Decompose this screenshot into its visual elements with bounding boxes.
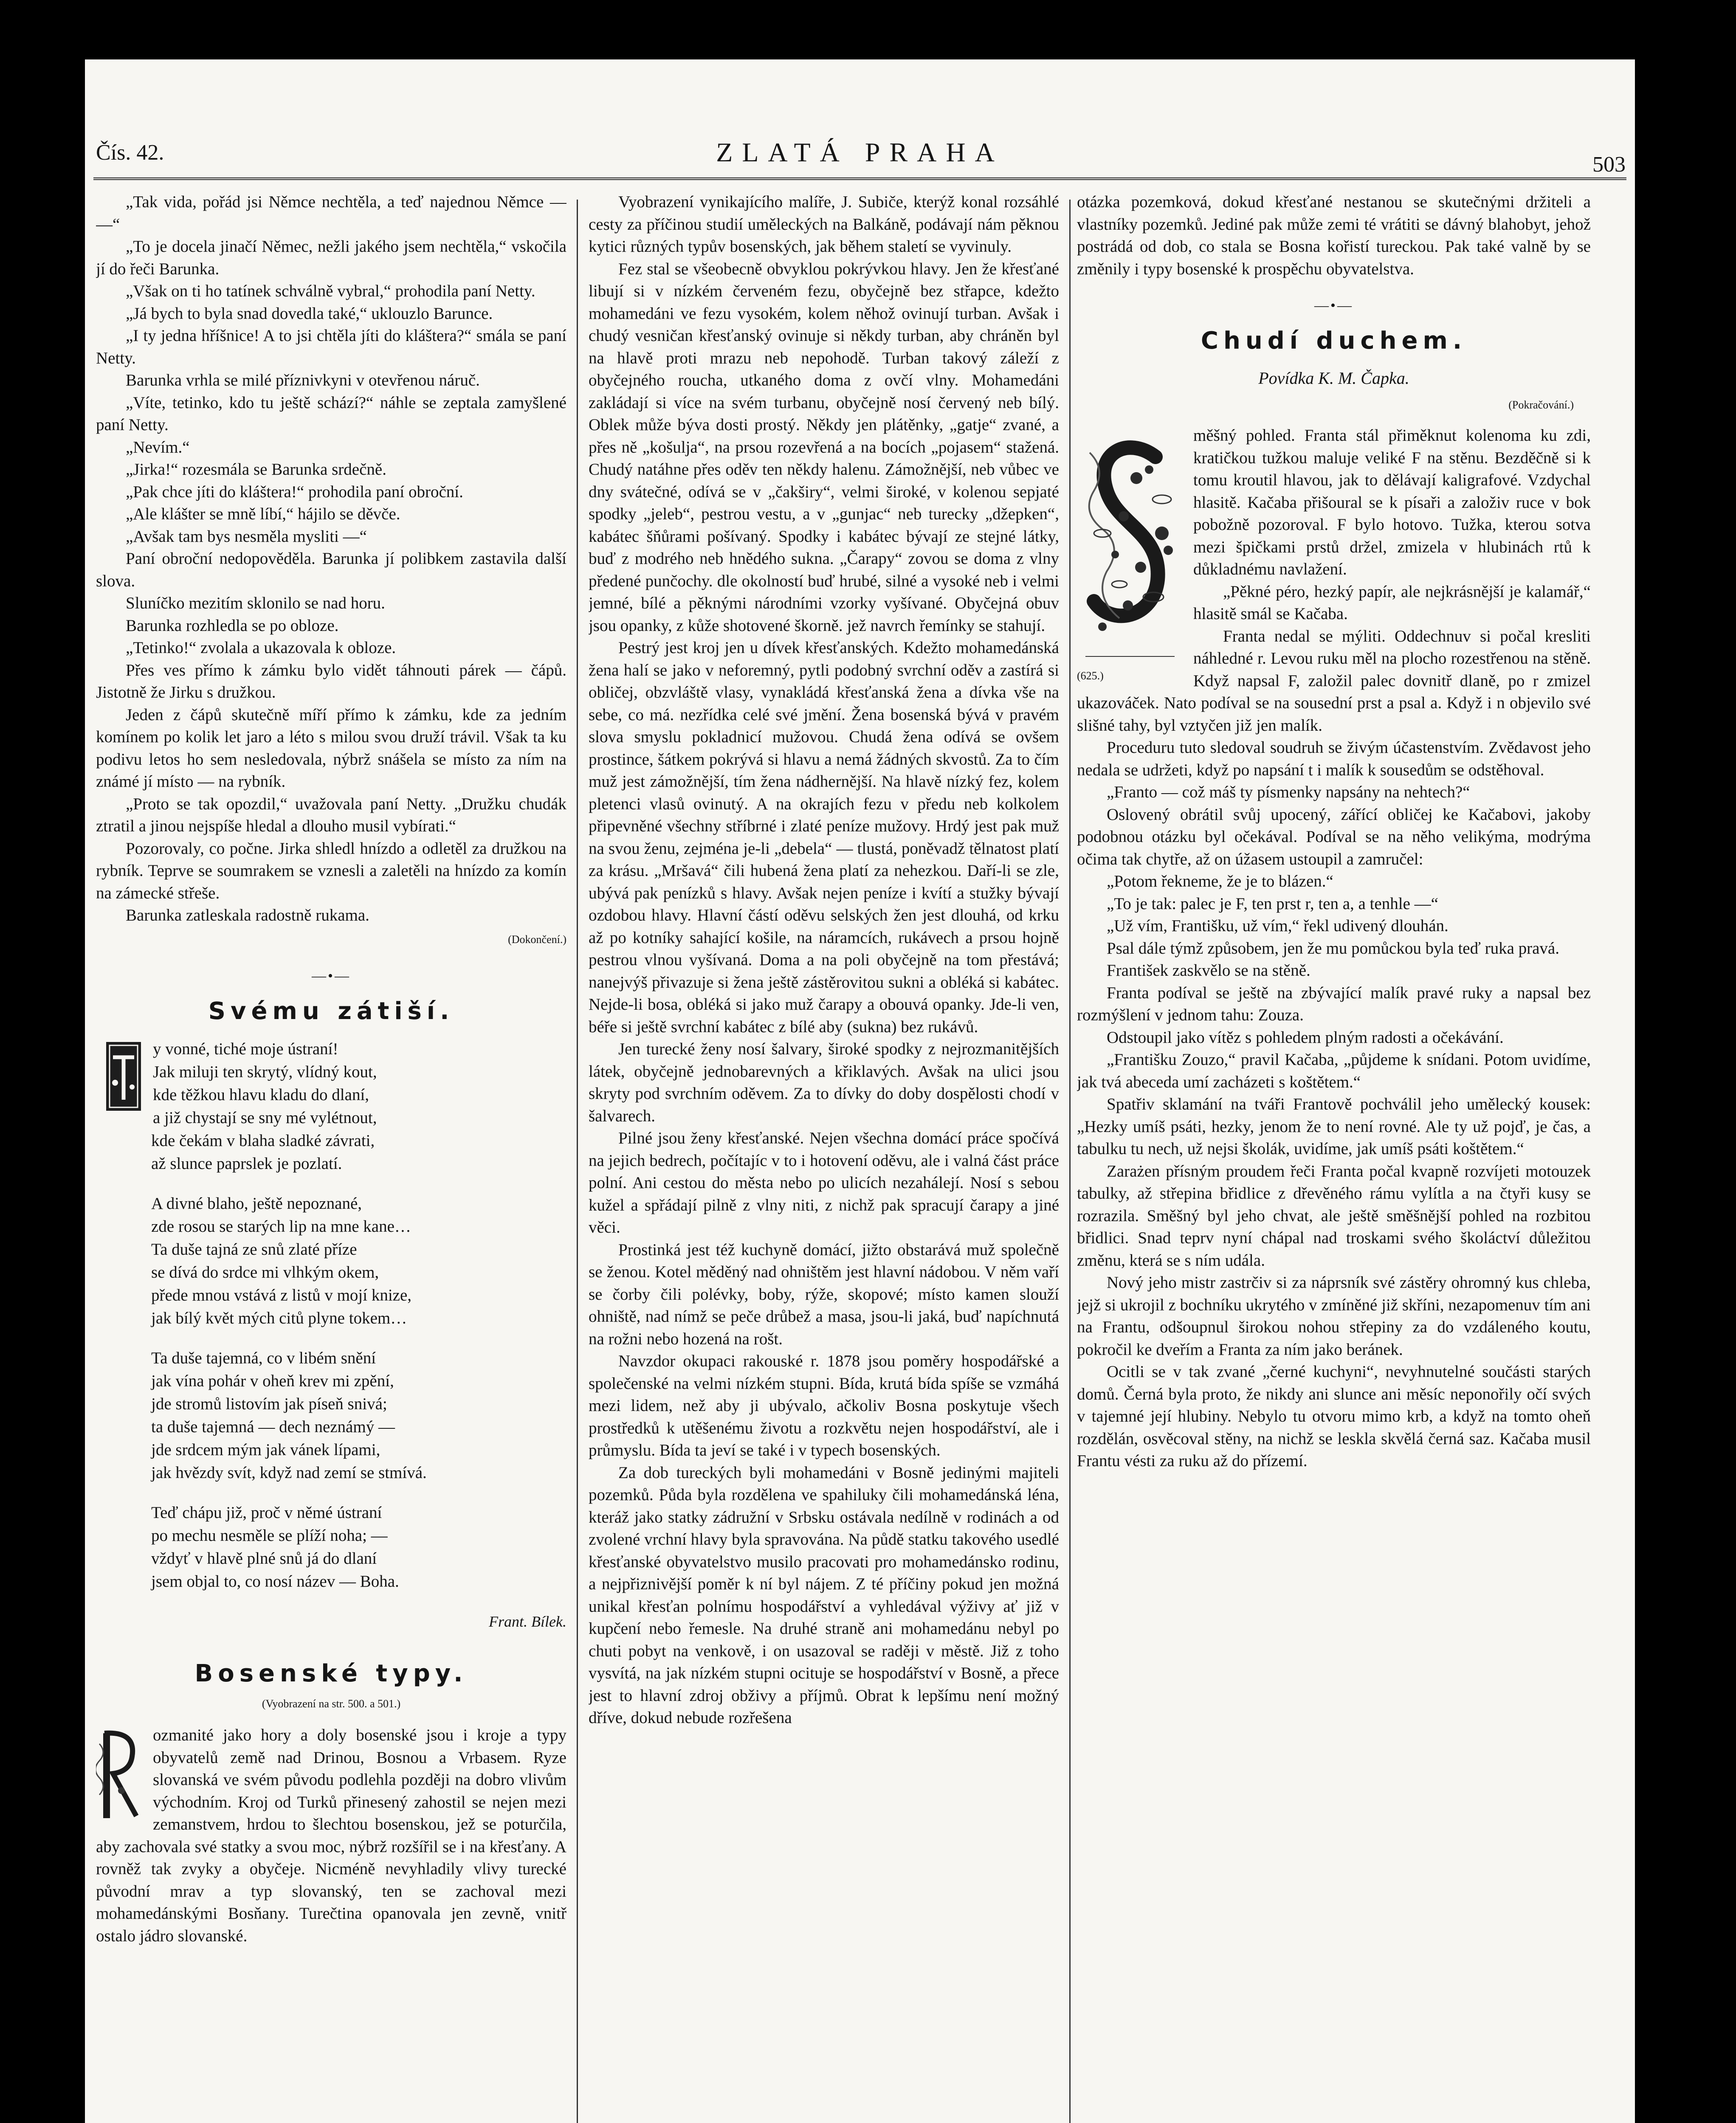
poem-title: Svému zátiší. — [208, 997, 454, 1025]
newspaper-page — [85, 59, 1635, 2123]
paragraph: Franta podíval se ještě na zbývající malík pravé ruky a napsal bez rozmýšlení v jednom tahu: Zouza. — [1077, 983, 1591, 1024]
paragraph: Psal dále týmž způsobem, jen že mu pomůckou byla teď ruka pravá. — [1107, 939, 1559, 957]
paragraph: Nový jeho mistr zastrčiv si za náprsník své zástěry ohromný kus chleba, jejž si ukrojil z bochníku ukrytého v zmíněné již skříni, nezapomenuv tím ani na Frantu, odšoupnul širokou nohou střepiny za do vzdáleného koutu, pokročil ke dveřím a Franta za ním jako beránek. — [1077, 1273, 1591, 1359]
story-byline: Povídka K. M. Čapka. — [1258, 369, 1409, 388]
poem-line: jde stromů listovím jak píseň snivá; — [151, 1395, 387, 1413]
poem — [96, 1038, 566, 1633]
poem-line: Ta duše tajná ze snů zlaté příze — [151, 1240, 357, 1259]
paragraph: Pilné jsou ženy křesťanské. Nejen všechna domácí práce spočívá na jejich bedrech, počítajíc v to i hotovení oděvu, ale i valná část práce polní. Ani cestou do města nebo po ulicích nezahálejí. Nosí s sebou kužel a spřádají pilně z vlny niti, z nichž pak spracují čarapy a jiné věci. — [589, 1129, 1059, 1236]
poem-line: až slunce paprslek je pozlatí. — [151, 1154, 342, 1173]
poem-line: Jak miluji ten skrytý, vlídný kout, — [153, 1063, 377, 1081]
paragraph: Zarażen přísným proudem řeči Franta počal kvapně rozvíjeti motouzek tabulky, až střepina břidlice z dřevěného rámu vylítla a na čtyři kusy se rozrazila. Směšný byl jeho chvat, ale ještě směšnější pohled na rozbitou břidlici. Snad teprv nyní chápal nad troskami svého školáctví důležitou změnu, která se s ním udála. — [1077, 1162, 1591, 1270]
paragraph: „Už vím, Františku, už vím,“ řekl udivený dlouhán. — [1107, 917, 1449, 935]
poem-stanzas — [151, 1038, 566, 1593]
paragraph: „Jirka!“ rozesmála se Barunka srdečně. — [126, 460, 386, 479]
poem-line: Ta duše tajemná, co v libém snění — [151, 1349, 376, 1367]
paragraph: František zaskvělo se na stěně. — [1107, 961, 1310, 980]
paragraph: Franta nedal se mýliti. Oddechnuv si počal kresliti náhledné r. Levou ruku měl na plocho rozestřenou na stěně. Když napsal F, založil palec dovnitř dlaně, po r zmizel ukazováček. Nato podíval se na sousední prst a psal a. Když i n objevilo své slišné tahy, byl vztyčen již jen malík. — [1077, 627, 1591, 735]
poem-line: a již chystají se sny mé vylétnout, — [153, 1109, 377, 1127]
column-rule-1 — [577, 200, 578, 2123]
paragraph: Ocitli se v tak zvané „černé kuchyni“, nevyhnutelné součásti starých domů. Černá byla proto, že nikdy ani slunce ani měsíc neponořily očí svých v tajemné její hlubiny. Nebylo tu otvoru mimo krb, a když na tomto oheň rozdělán, osvěcoval stěny, na nichž se leskla skvělá černá saz. Kačaba musil Frantu vésti za ruku až do přízemí. — [1077, 1363, 1591, 1470]
article-body — [96, 1724, 566, 1947]
paragraph: „Ale klášter se mně líbí,“ hájilo se děvče. — [126, 505, 400, 523]
paragraph: měšný pohled. Franta stál přiměknut kolenoma ku zdi, kratičkou tužkou maluje veliké F na stěnu. Bezděčně si k tomu kroutil hlavou, jak to dělávají kaligrafové. Vzdychal hlasitě. Kačaba přišoural se k písaři a založiv ruce v bok pobožně pozoroval. F bylo hotovo. Tužka, kterou sotva mezi špičkami prstů držel, zmizela v hlubinách rtů k důkladnému navlažení. — [1193, 426, 1591, 578]
story-ending — [96, 191, 566, 927]
page-number: 503 — [1592, 152, 1626, 177]
paragraph: Jen turecké ženy nosí šalvary, široké spodky z nejrozmanitějších látek, obyčejně jednobarevných a křiklavých. Avšak na ulici jsou skryty pod svrchním oděvem. Za to dívky do doby dospělosti chodí v šalvarech. — [589, 1040, 1059, 1125]
paragraph: Navzdor okupaci rakouské r. 1878 jsou poměry hospodářské a společenské na velmi nízkém stupni. Bída, krutá bída spíše se vzmáhá mezi lidem, než aby ji ubývalo, ačkoliv Bosna poskytuje všech prostředků k utěšenému životu a rozkvětu nejen hospodářství, ale i průmyslu. Bída ta jeví se také i v typech bosenských. — [589, 1352, 1059, 1459]
paragraph: Paní obroční nedopověděla. Barunka jí polibkem zastavila další slova. — [96, 549, 566, 590]
continued-note: (Pokračování.) — [1508, 398, 1574, 411]
magazine-title: ZLATÁ PRAHA — [716, 137, 1004, 167]
paragraph: Oslovený obrátil svůj upocený, zářící obličej ke Kačabovi, jakoby podobnou otázku byl očekával. Podíval se na něho velikýma, modrýma očima tak chytře, až on úžasem ustoupil a zamručel: — [1077, 805, 1591, 868]
column-3 — [1077, 191, 1591, 2123]
paragraph: „Víte, tetinko, kdo tu ještě schází?“ náhle se zeptala zamyšlené paní Netty. — [96, 393, 566, 434]
header-rule — [93, 177, 1626, 180]
paragraph: „To je docela jinačí Němec, nežli jakého jsem nechtěla,“ vskočila jí do řeči Barunka. — [96, 237, 566, 278]
image-number: (625.) — [1077, 670, 1104, 682]
paragraph: Barunka rozhledla se po obloze. — [126, 616, 339, 635]
ornamental-initial-t — [104, 1040, 143, 1112]
paragraph: „Avšak tam bys nesměla mysliti —“ — [126, 527, 367, 546]
paragraph: Spatřiv sklamání na tváři Frantově pochválil jeho umělecký kousek: „Hezky umíš psáti, hezky, jenom že to není rovné. Ale ty už pojď, je čas, a tabulku tu nech, už nejsi školák, uvidíme, jak umíš psáti koštětem.“ — [1077, 1095, 1591, 1158]
paragraph: Sluníčko mezitím sklonilo se nad horu. — [126, 594, 385, 612]
poem-line: Teď chápu již, proč v němé ústraní — [151, 1504, 382, 1522]
poem-stanza — [151, 1501, 566, 1593]
paragraph: „Tak vida, pořád jsi Němce nechtěla, a teď najednou Němce — —“ — [96, 193, 566, 234]
ornament-divider: —•— — [312, 968, 351, 984]
ornamental-initial-r — [96, 1727, 143, 1825]
poem-line: ta duše tajemná — dech neznámý — — [151, 1418, 395, 1436]
paragraph: „Já bych to byla snad dovedla také,“ uklouzlo Barunce. — [126, 304, 493, 323]
poem-line: přede mnou vstává z listů v mojí knize, — [151, 1286, 412, 1304]
paragraph: „I ty jedna hříšnice! A to jsi chtěla jíti do kláštera?“ smála se paní Netty. — [96, 327, 566, 367]
paragraph: „Pak chce jíti do kláštera!“ prohodila paní obroční. — [126, 482, 463, 501]
paragraph: „Však on ti ho tatínek schválně vybral,“ prohodila paní Netty. — [126, 282, 535, 300]
paragraph: „Františku Zouzo,“ pravil Kačaba, „půjdeme k snídani. Potom uvidíme, jak tvá abeceda umí zacházeti s koštětem.“ — [1077, 1050, 1591, 1091]
paragraph: Prostinká jest též kuchyně domácí, jižto obstarává muž společně se ženou. Kotel měděný nad ohništěm jest hlavní nádobou. V něm vaří se čorby čili polévky, boby, rýže, skopové; místo kamen slouží ohniště, nad nímž se peče drůbež a masa, jsou-li jaká, buď napíchnutá na rožni nebo hozená na rošt. — [589, 1240, 1059, 1348]
ornamental-initial-s-with-flowers — [1077, 427, 1183, 665]
paragraph: Vyobrazení vynikajícího malíře, J. Subiče, kterýž konal rozsáhlé cesty za příčinou studií uměleckých na Balkáně, podávají nám pěknou kytici různých typův bosenských, jak během staletí se vyvinuly. — [589, 193, 1059, 256]
poem-line: jak bílý květ mých citů plyne tokem… — [151, 1309, 407, 1327]
paragraph: Proceduru tuto sledoval soudruh se živým účastenstvím. Zvědavost jeho nedala se udržeti, když po napsání t i malík k sousedům se odstěhoval. — [1077, 738, 1591, 779]
poem-line: jak hvězdy svít, když nad zemí se stmívá. — [151, 1464, 427, 1482]
paragraph: Za dob tureckých byli mohamedáni v Bosně jedinými majiteli pozemků. Půda byla rozdělena ve spahiluky čili mohamedánská léna, kteráž jako statky zádružní v Srbsku ostávala nedílně v rodinách a od zvolené vrchní hlavy byla spravována. Na půdě statku takového usedlé křesťanské obyvatelstvo musilo pracovati pro mohamedánsko rodinu, a nejpřiznivější poměr k ní byl nájem. Z té příčiny pokud jen možná unikal křesťan polnímu hospodářství a vyhledával výživy ať již v kupčení nebo řemesle. Na druhé straně ani mohamedánu nebyl po chuti pobyt na venkově, i on usazoval se raději v městě. Již z toho vysvítá, na jak nízkém stupni ocituje se hospodářství v Bosně, a přece jest to hlavní zdroj obživy a příjmů. Obrat k lepšímu není možný dříve, dokud nebude rozřešena — [589, 1463, 1059, 1727]
poem-line: se dívá do srdce mi vlhkým okem, — [151, 1263, 379, 1281]
column-1 — [96, 191, 566, 2123]
poem-line: y vonné, tiché moje ústraní! — [153, 1040, 338, 1058]
paragraph: „Franto — což máš ty písmenky napsány na nehtech?“ — [1107, 783, 1470, 801]
paragraph: Barunka zatleskala radostně rukama. — [126, 906, 369, 924]
poem-line: kde těžkou hlavu kladu do dlaní, — [153, 1086, 369, 1104]
paragraph: „Pěkné péro, hezký papír, ale nejkrásnější je kalamář,“ hlasitě smál se Kačaba. — [1193, 582, 1591, 623]
poem-line: A divné blaho, ještě nepoznané, — [151, 1194, 362, 1213]
poem-stanza — [151, 1192, 566, 1330]
poem-line: jak vína pohár v oheň krev mi zpění, — [151, 1372, 394, 1390]
poem-stanza — [151, 1038, 566, 1175]
column-2 — [589, 191, 1059, 2123]
poem-stanza — [151, 1347, 566, 1484]
paragraph: Barunka vrhla se milé příznivkyni v otevřenou náruč. — [126, 371, 480, 389]
paragraph: „Potom řekneme, že je to blázen.“ — [1107, 872, 1333, 890]
article-text: ozmanité jako hory a doly bosenské jsou i kroje a typy obyvatelů země nad Drinou, Bosnou a Vrbasem. Ryze slovanská ve svém původu podlehla později na dobro vlivům východním. Kroj od Turků přinesený zahostil se nejen mezi zemanstvem, hrdou to šlechtou bosenskou, jež se poturčila, aby zachovala své statky a svou moc, nýbrž rozšířil se i na křesťany. A rovněž tak zvyky a obyčeje. Nicméně nevyhladily vlivy turecké původní mrav a typ slovanský, ten se zachoval mezi mohamedánskými Bosňany. Turečtina opanovala jen zevně, vnitř ostalo jádro slovanské. — [96, 1726, 566, 1945]
poem-author: Frant. Bílek. — [489, 1613, 566, 1630]
issue-number: Čís. 42. — [96, 141, 164, 165]
poem-line: zde rosou se starých lip na mne kane… — [151, 1217, 411, 1236]
bosnian-types-continued — [589, 191, 1059, 1729]
article-caption: (Vyobrazení na str. 500. a 501.) — [262, 1697, 401, 1710]
paragraph: Přes ves přímo k zámku bylo vidět táhnouti párek — čápů. Jistotně že Jirku s družkou. — [96, 661, 566, 701]
paragraph: Pozorovaly, co počne. Jirka shledl hnízdo a odletěl za družkou na rybník. Teprve se soumrakem se vznesli a zaletěli na hnízdo za komín na zámecké střeše. — [96, 839, 566, 902]
poem-line: kde čekám v blaha sladké závrati, — [151, 1132, 375, 1150]
paragraph: Odstoupil jako vítěz s pohledem plným radosti a očekávání. — [1107, 1028, 1504, 1047]
paragraph: „Tetinko!“ zvolala a ukazovala k obloze. — [126, 639, 396, 657]
story-dropcap-ornament — [1077, 427, 1183, 687]
story-title: Chudí duchem. — [1201, 327, 1467, 355]
story-end-note: (Dokončení.) — [508, 933, 566, 946]
paragraph: „Proto se tak opozdil,“ uvažovala paní Netty. „Družku chudák ztratil a jinou nejspíše hledal a dlouho musil vybírati.“ — [96, 794, 566, 835]
paragraph: „To je tak: palec je F, ten prst r, ten a, a tenhle —“ — [1107, 894, 1438, 913]
paragraph: Fez stal se všeobecně obvyklou pokrývkou hlavy. Jen že křesťané libují si v nízkém červeném fezu, obyčejně bez střapce, kdežto mohamedáni ve fezu vysokém, kolem něhož ovinují turban. Avšak i chudý vesničan křesťanský ovinuje si někdy turban, aby chráněn byl na hlavě proti mrazu neb nepohodě. Turban takový záleží z obyčejného roucha, utkaného doma z ovčí vlny. Mohamedáni zakládají si více na svém turbanu, obyčejně nosí červený neb bílý. Oblek může býva dosti prostý. Někdy jen plátěnky, „gatje“ zvané, a přes ně „košulja“, na prsou rozevřená a na bocích „pojasem“ stažená. Chudý natáhne přes oděv ten někdy halenu. Zámožnější, neb vůbec ve dny svátečné, odívá se v „čakširy“, velmi široké, v kolenou sepjaté spodky „jeleb“, pestrou vestu, a v „gunjac“ neb turecky „džepken“, kabátec šňůrami pošívaný. Spodky i kabátec bývají ze stejné látky, buď z modrého neb hnědého sukna. „Čarapy“ zovou se doma z vlny předené punčochy. dle okolností buď hrubé, silné a vysoké neb i velmi jemné, bílé a pěknými národními vzorky vyšívané. Obyčejná obuv jsou opanky, z kůže shotovené škorně. jež navrch řemínky se stahují. — [589, 259, 1059, 635]
column-rule-2 — [1069, 200, 1071, 2123]
article-title: Bosenské typy. — [194, 1660, 468, 1687]
page-header — [85, 127, 1635, 187]
paragraph: Pestrý jest kroj jen u dívek křesťanských. Kdežto mohamedánská žena halí se jako v neforemný, pytli podobný svrchní oděv a zastírá si obličej, obzvláště vlasy, vynakládá křesťanská žena a dívka vše na sebe, co má. nezřídka celé své jmění. Žena bosenská bývá v pravém slova smyslu pokladnicí mužovou. Chudá žena odívá se ovšem prostince, šátkem pokrývá si hlavu a nemá žádných skvostů. Za to čím muž jest zámožnější, tím žena nádhernější. Na hlavě nízký fez, kolem pletenci vlasů ovinutý. A na okrajích fezu v předu neb kolkolem připevněné všechny stříbrné i zlaté peníze mužovy. Hrdý jest pak muž na svou ženu, zejména je-li „debela“ — tlustá, poněvadž tělnatost platí za krásu. „Mršavá“ čili hubená žena platí za nehezkou. Daří-li se zle, ubývá pak penízků s hlavy. Avšak nejen peníze i kvítí a stužky bývají ozdobou hlavy. Hlavní částí oděvu selských žen jest dlouhá, od krku až po kotníky sahající košile, na náramcích, rukávech a prsou hojně pestrou vlnou vyšívaná. Doma a na poli obyčejně na tom přestává; nanejvýš přivazuje si žena ještě zástěrovitou sukni a obléká si kabátec. Nejde-li bosa, obléká si jako muž čarapy a obouvá opanky. Jde-li ven, béře si ještě svrchní kabátec z bílé aby (sukna) bez rukávů. — [589, 639, 1059, 1036]
poem-line: jde srdcem mým jak vánek lípami, — [151, 1441, 380, 1459]
ornament-divider-2: —•— — [1314, 298, 1353, 313]
paragraph: Jeden z čápů skutečně míří přímo k zámku, kde za jedním komínem po kolik let jaro a léto s milou svou druží trávil. Však ta ku podivu letos ho sem nesledovala, nýbrž snášela se místo za ním na známé jí místo — na rybník. — [96, 705, 566, 791]
article-conclusion: otázka pozemková, dokud křesťané nestanou se skutečnými držiteli a vlastníky pozemků. Jediné pak může zemi té vrátiti se dávný blahobyt, jehož postrádá od dob, co stala se Bosna kořistí tureckou. Pak také valně by se změnily i typy bosenské k prospěchu obyvatelstva. — [1077, 193, 1591, 278]
poem-line: po mechu nesměle se plíží noha; — — [151, 1526, 388, 1545]
poem-line: vždyť v hlavě plné snů já do dlaní — [151, 1549, 377, 1568]
article-dropcap-ornament — [96, 1727, 143, 1825]
paragraph: „Nevím.“ — [126, 438, 190, 456]
poem-line: jsem objal to, co nosí název — Boha. — [151, 1572, 399, 1591]
poem-dropcap-ornament — [104, 1040, 143, 1112]
